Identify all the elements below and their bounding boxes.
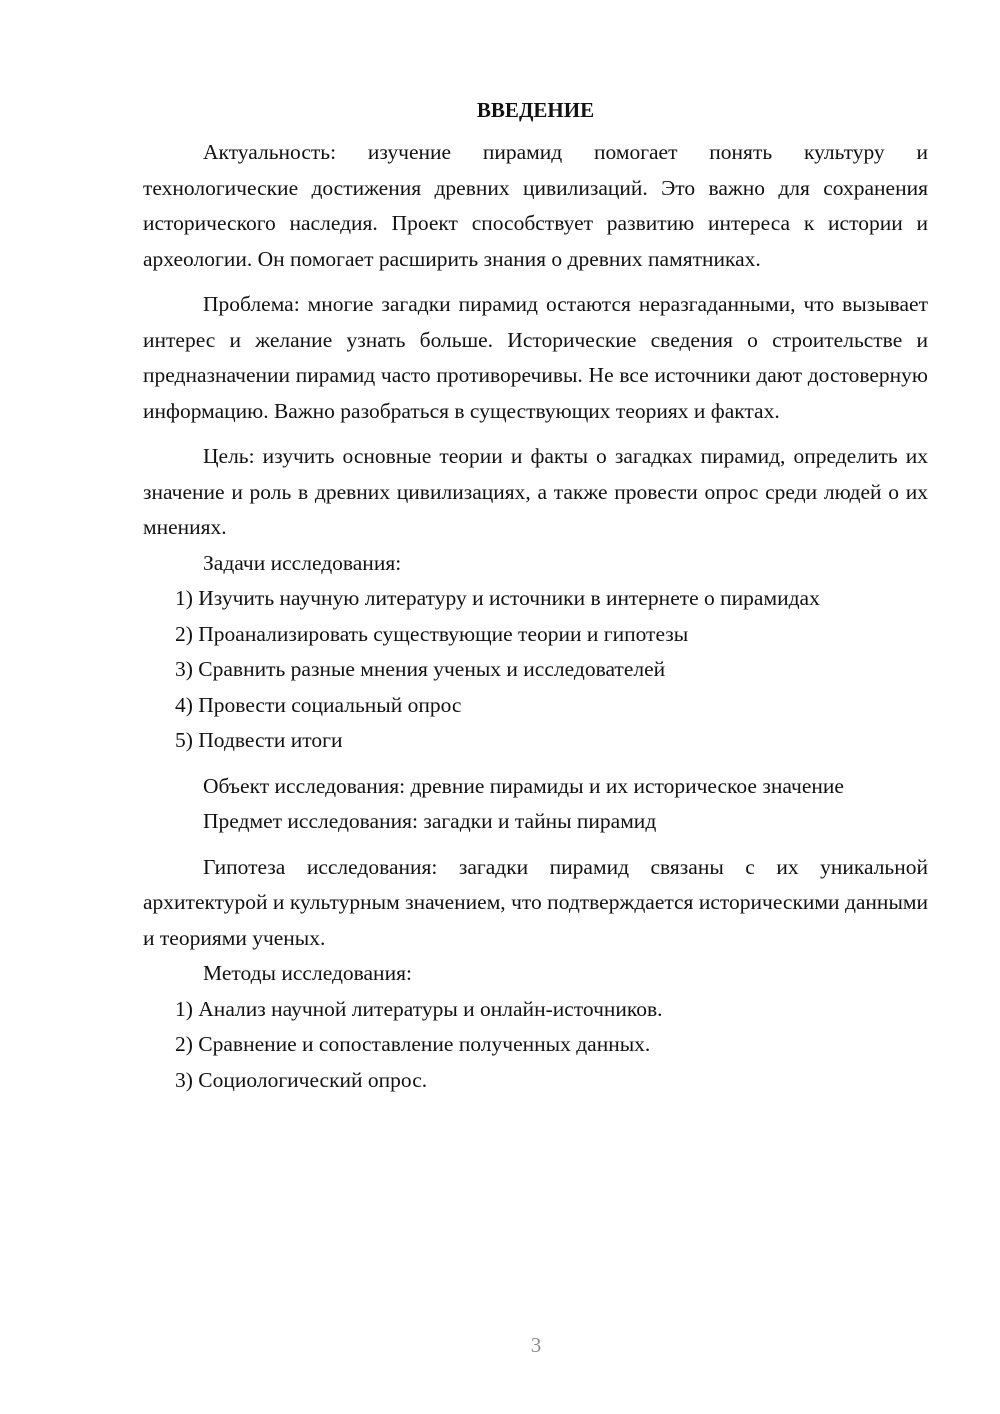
page-number: 3 (530, 1333, 542, 1357)
task-item: 5) Подвести итоги (175, 728, 343, 752)
method-item: 1) Анализ научной литературы и онлайн-источников. (175, 996, 663, 1021)
methods-heading: Методы исследования: (203, 961, 412, 985)
tasks-list (143, 581, 928, 759)
method-item: 3) Социологический опрос. (175, 1067, 428, 1092)
task-item: 1) Изучить научную литературу и источники в интернете о пирамидах (175, 586, 820, 610)
methods-list (143, 992, 928, 1099)
section-title: ВВЕДЕНИЕ (476, 98, 595, 122)
relevance-paragraph: Актуальность: изучение пирамид помогает понять культуру и технологические достижения древних цивилизаций. Это важно для сохранения исторического наследия. Проект способствует развитию интереса к истории и археологии. Он помогает расширить знания о древних памятниках. (143, 140, 928, 271)
page-content (143, 95, 928, 1098)
task-item: 3) Сравнить разные мнения ученых и исследователей (175, 657, 666, 681)
problem-paragraph: Проблема: многие загадки пирамид остаются неразгаданными, что вызывает интерес и желание узнать больше. Исторические сведения о строительстве и предназначении пирамид часто противоречивы. Не все источники дают достоверную информацию. Важно разобраться в существующих теориях и фактах. (143, 292, 928, 423)
goal-paragraph: Цель: изучить основные теории и факты о загадках пирамид, определить их значение и роль в древних цивилизациях, а также провести опрос среди людей о их мнениях. (143, 444, 928, 539)
tasks-heading: Задачи исследования: (203, 550, 402, 575)
task-item: 4) Провести социальный опрос (175, 692, 462, 717)
object-paragraph: Объект исследования: древние пирамиды и их историческое значение (203, 773, 844, 798)
hypothesis-paragraph: Гипотеза исследования: загадки пирамид связаны с их уникальной архитектурой и культурным значением, что подтверждается историческими данными и теориями ученых. (143, 854, 928, 950)
method-item: 2) Сравнение и сопоставление полученных данных. (175, 1032, 651, 1056)
task-item: 2) Проанализировать существующие теории и гипотезы (175, 621, 689, 646)
subject-paragraph: Предмет исследования: загадки и тайны пирамид (203, 809, 657, 833)
